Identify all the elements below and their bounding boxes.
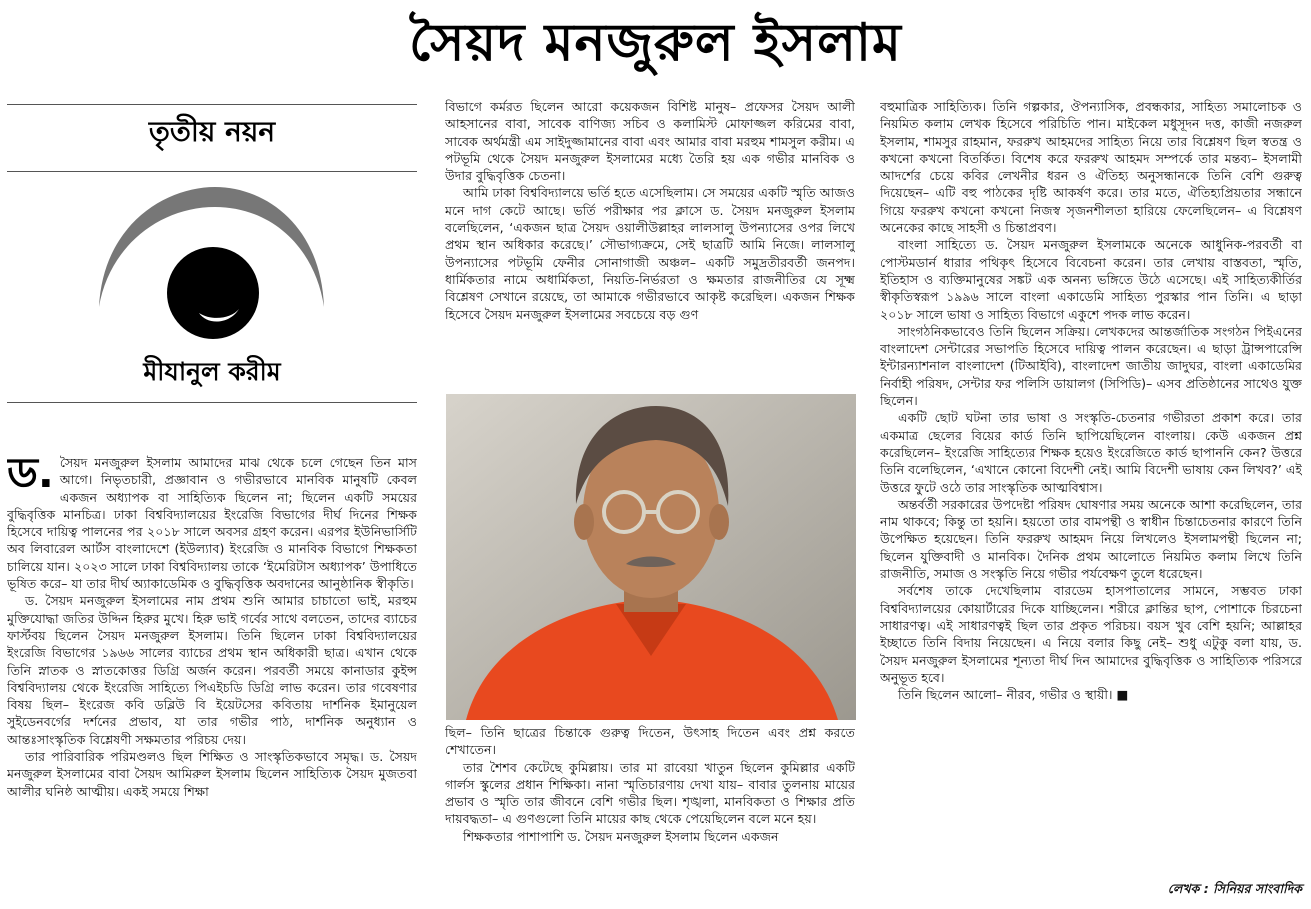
paragraph: ড. সৈয়দ মনজুরুল ইসলাম আমাদের মাঝ থেকে চলে গেছেন তিন মাস আগে। নিভৃতচারী, প্রজ্ঞাবান ও গভীরভাবে মানবিক মানুষটি কেবল একজন অধ্যাপক বা সাহিত্যিক ছিলেন না; ছিলেন একটি সময়ের বুদ্ধিবৃত্তিক মানচিত্র। ঢাকা বিশ্ববিদ্যালয়ের ইংরেজি বিভাগের দীর্ঘ দিনের শিক্ষক হিসেবে দায়িত্ব পালনের পর ২০১৮ সালে অবসর গ্রহণ করেন। এরপর ইউনিভার্সিটি অব লিবারেল আর্টস বাংলাদেশে (ইউল্যাব) ইংরেজি ও মানবিক বিভাগে শিক্ষকতা চালিয়ে যান। ২০২৩ সালে ঢাকা বিশ্ববিদ্যালয় তাকে ‘ইমেরিটাস অধ্যাপক’ উপাধিতে ভূষিত করে– যা তার দীর্ঘ অ্যাকাডেমিক ও বুদ্ধিবৃত্তিক অবদানের আনুষ্ঠানিক স্বীকৃতি। bbox=[7, 454, 417, 592]
paragraph: শিক্ষকতার পাশাপাশি ড. সৈয়দ মনজুরুল ইসলাম ছিলেন একজন bbox=[463, 828, 779, 844]
header-rule-bottom bbox=[7, 402, 417, 403]
paragraph: আমি ঢাকা বিশ্ববিদ্যালয়ে ভর্তি হতে এসেছিলাম। সে সময়ের একটি স্মৃতি আজও মনে দাগ কেটে আছে। ভর্তি পরীক্ষার পর ক্লাসে ড. সৈয়দ মনজুরুল ইসলাম বলেছিলেন, ‘একজন ছাত্র সৈয়দ ওয়ালীউল্লাহর লালসালু উপন্যাসের ওপর লিখে প্রথম স্থান অধিকার করেছে।’ সৌভাগ্যক্রমে, সেই ছাত্রটি আমি নিজে। লালসালু উপন্যাসের পটভূমি ফেনীর সোনাগাজী অঞ্চল– একটি সমুদ্রতীরবর্তী জনপদ। ধার্মিকতার নামে অধার্মিকতা, নিয়তি-নির্ভরতা ও ক্ষমতার রাজনীতির যে সূক্ষ্ম বিশ্লেষণ সেখানে রয়েছে, তা আমাকে গভীরভাবে আকৃষ্ট করেছিল। একজন শিক্ষক হিসেবে সৈয়দ মনজুরুল ইসলামের সবচেয়ে বড় গুণ bbox=[445, 185, 855, 322]
column-title: তৃতীয় নয়ন bbox=[148, 115, 276, 148]
paragraph: বহুমাত্রিক সাহিত্যিক। তিনি গল্পকার, ঔপন্যাসিক, প্রবন্ধকার, সাহিত্য সমালোচক ও নিয়মিত কলাম লেখক হিসেবে পরিচিতি পান। মাইকেল মধুসূদন দত্ত, কাজী নজরুল ইসলাম, শামসুর রাহমান, ফররুখ আহমদের সাহিত্য নিয়ে তার বিশ্লেষণ ছিল স্বতন্ত্র ও কখনো কখনো বিতর্কিত। বিশেষ করে ফররুখ আহমদ সম্পর্কে তার মন্তব্য– ইসলামী আদর্শের চেয়ে কবির লেখনীর ধরন ও ঐতিহ্য অনুসন্ধানকে তিনি বেশি গুরুত্ব দিয়েছেন– এটি বহু পাঠকের দৃষ্টি আকর্ষণ করে। তার মতে, ঐতিহ্যপ্রিয়তার সন্ধানে গিয়ে ফররুখ কখনো কখনো নিজস্ব সৃজনশীলতা হারিয়ে ফেলেছিলেন– এ বিশ্লেষণ অনেকের কাছে সাহসী ও চিন্তাপ্রবণ। bbox=[880, 99, 1302, 236]
header-rule-mid bbox=[7, 171, 417, 172]
article-column-1 bbox=[7, 454, 417, 904]
paragraph: তিনি ছিলেন আলো– নীরব, গভীর ও স্থায়ী। ■ bbox=[898, 687, 1129, 703]
paragraph: সর্বশেষ তাকে দেখেছিলাম বারডেম হাসপাতালের সামনে, সম্ভবত ঢাকা বিশ্ববিদ্যালয়ের কোয়ার্টারের দিকে যাচ্ছিলেন। শরীরে ক্লান্তির ছাপ, পোশাকে চিরচেনা সাধারণত্ব। এই সাধারণত্বই ছিল তার প্রকৃত পরিচয়। বয়স খুব বেশি হয়নি; আল্লাহর ইচ্ছাতে তিনি বিদায় নিয়েছেন। এ নিয়ে বলার কিছু নেই– শুধু এটুকু বলা যায়, ড. সৈয়দ মনজুরুল ইসলামের শূন্যতা দীর্ঘ দিন আমাদের বুদ্ধিবৃত্তিক ও সাহিত্যিক পরিসরে অনুভূত হবে। bbox=[880, 583, 1302, 685]
dropcap: ড. bbox=[7, 454, 54, 497]
byline bbox=[1100, 880, 1302, 897]
portrait-illustration bbox=[446, 394, 856, 720]
ear-right bbox=[709, 504, 729, 540]
paragraph: সাংগঠনিকভাবেও তিনি ছিলেন সক্রিয়। লেখকদের আন্তর্জাতিক সংগঠন পিইএনের বাংলাদেশ সেন্টারের সভাপতি হিসেবে দায়িত্ব পালন করেছেন। এ ছাড়া ট্রান্সপারেন্সি ইন্টারন্যাশনাল বাংলাদেশ (টিআইবি), বাংলাদেশ জাতীয় জাদুঘর, বাংলা একাডেমির নির্বাহী পরিষদ, সেন্টার ফর পলিসি ডায়ালগ (সিপিডি)– এসব প্রতিষ্ঠানের সাথেও যুক্ত ছিলেন। bbox=[880, 323, 1302, 409]
paragraph: বাংলা সাহিত্যে ড. সৈয়দ মনজুরুল ইসলামকে অনেকে আধুনিক-পরবর্তী বা পোস্টমডার্ন ধারার পথিকৃৎ হিসেবে বিবেচনা করেন। তার লেখায় বাস্তবতা, স্মৃতি, ইতিহাস ও ব্যক্তিমানুষের সঙ্কট এক অনন্য ভঙ্গিতে উঠে এসেছে। এই সাহিত্যকীর্তির স্বীকৃতিস্বরূপ ১৯৯৬ সালে বাংলা একাডেমি সাহিত্য পুরস্কার পান তিনি। এ ছাড়া ২০১৮ সালে ভাষা ও সাহিত্য বিভাগে একুশে পদক লাভ করেন। bbox=[880, 237, 1302, 322]
headline: সৈয়দ মনজুরুল ইসলাম bbox=[409, 13, 902, 73]
article-column-2-continued bbox=[445, 724, 855, 906]
header-rule-top bbox=[7, 104, 417, 105]
paragraph: বিভাগে কর্মরত ছিলেন আরো কয়েকজন বিশিষ্ট মানুষ– প্রফেসর সৈয়দ আলী আহসানের বাবা, সাবেক বাণিজ্য সচিব ও কলামিস্ট মোফাজ্জল করিমের বাবা, সাবেক অর্থমন্ত্রী এম সাইদুজ্জামানের বাবা এবং আমার বাবা মরহুম শামসুল করীম। এ পটভূমি থেকে সৈয়দ মনজুরুল ইসলামের মধ্যে তৈরি হয় এক গভীর মানবিক ও উদার বুদ্ধিবৃত্তিক চেতনা। bbox=[445, 99, 855, 184]
paragraph: তার শৈশব কেটেছে কুমিল্লায়। তার মা রাবেয়া খাতুন ছিলেন কুমিল্লার একটি গার্লস স্কুলের প্রধান শিক্ষিকা। নানা স্মৃতিচারণায় দেখা যায়– বাবার তুলনায় মায়ের প্রভাব ও স্মৃতি তার জীবনে বেশি গভীর ছিল। শৃঙ্খলা, মানবিকতা ও শিক্ষার প্রতি দায়বদ্ধতা– এ গুণগুলো তিনি মায়ের কাছ থেকে পেয়েছিলেন বলে মনে হয়। bbox=[445, 759, 855, 827]
eye-pupil bbox=[167, 247, 259, 339]
paragraph: একটি ছোট ঘটনা তার ভাষা ও সংস্কৃতি-চেতনার গভীরতা প্রকাশ করে। তার একমাত্র ছেলের বিয়ের কার্ড তিনি ছাপিয়েছিলেন বাংলায়। কেউ একজন প্রশ্ন করেছিলেন– ইংরেজি সাহিত্যের শিক্ষক হয়েও ইংরেজিতে কার্ড ছাপাননি কেন? উত্তরে তিনি বলেছিলেন, ‘এখানে কোনো বিদেশী নেই। আমি বিদেশী ভাষায় কেন লিখব?’ এই উত্তরে ফুটে ওঠে তার সাংস্কৃতিক আত্মবিশ্বাস। bbox=[880, 410, 1302, 495]
author-name: মীযানুল করীম bbox=[143, 357, 281, 386]
byline-role: সিনিয়র সাংবাদিক bbox=[1213, 881, 1302, 896]
article-column-3 bbox=[880, 98, 1302, 876]
article-column-2 bbox=[445, 98, 855, 376]
ear-left bbox=[574, 504, 594, 540]
author-photo bbox=[446, 394, 856, 720]
paragraph: ছিল– তিনি ছাত্রের চিন্তাকে গুরুত্ব দিতেন, উৎসাহ দিতেন এবং প্রশ্ন করতে শেখাতেন। bbox=[445, 725, 855, 758]
eye-logo-icon bbox=[95, 185, 327, 350]
byline-label: লেখক : bbox=[1167, 881, 1209, 896]
paragraph: অন্তর্বর্তী সরকারের উপদেষ্টা পরিষদ ঘোষণার সময় অনেকে আশা করেছিলেন, তার নাম থাকবে; কিন্তু তা হয়নি। হয়তো তার বামপন্থী ও স্বাধীন চিন্তাচেতনার কারণে তিনি উপেক্ষিত হয়েছেন। তিনি ফররুখ আহমদ নিয়ে লিখলেও ইসলামপন্থী ছিলেন না; ছিলেন যুক্তিবাদী ও মানবিক। দৈনিক প্রথম আলোতে নিয়মিত কলাম লিখে তিনি রাজনীতি, সমাজ ও সংস্কৃতি নিয়ে গভীর পর্যবেক্ষণ তুলে ধরেছেন। bbox=[880, 496, 1302, 582]
paragraph: তার পারিবারিক পরিমণ্ডলও ছিল শিক্ষিত ও সাংস্কৃতিকভাবে সমৃদ্ধ। ড. সৈয়দ মনজুরুল ইসলামের বাবা সৈয়দ আমিরুল ইসলাম ছিলেন সাহিত্যিক সৈয়দ মুজতবা আলীর ঘনিষ্ঠ আত্মীয়। একই সময়ে শিক্ষা bbox=[7, 749, 417, 799]
paragraph: ড. সৈয়দ মনজুরুল ইসলামের নাম প্রথম শুনি আমার চাচাতো ভাই, মরহুম মুক্তিযোদ্ধা জতির উদ্দিন হিরুর মুখে। হিরু ভাই গর্বের সাথে বলতেন, তাদের ব্যাচের ফার্স্টবয় ছিলেন সৈয়দ মনজুরুল ইসলাম। তিনি ছিলেন ঢাকা বিশ্ববিদ্যালয়ের ইংরেজি বিভাগের ১৯৬৬ সালের ব্যাচের প্রথম স্থান অধিকারী ছাত্র। এখান থেকে তিনি স্নাতক ও স্নাতকোত্তর ডিগ্রি অর্জন করেন। পরবর্তী সময়ে কানাডার কুইন্স বিশ্ববিদ্যালয় থেকে ইংরেজি সাহিত্যে পিএইচডি ডিগ্রি লাভ করেন। তার গবেষণার বিষয় ছিল– ইংরেজ কবি ডব্লিউ বি ইয়েটসের কবিতায় দার্শনিক ইমানুয়েল সুইডেনবর্গের দর্শনের প্রভাব, যা তার গভীর পাঠ, দার্শনিক অনুধ্যান ও আন্তঃসাংস্কৃতিক বিশ্লেষণী সক্ষমতার পরিচয় দেয়। bbox=[7, 593, 417, 747]
